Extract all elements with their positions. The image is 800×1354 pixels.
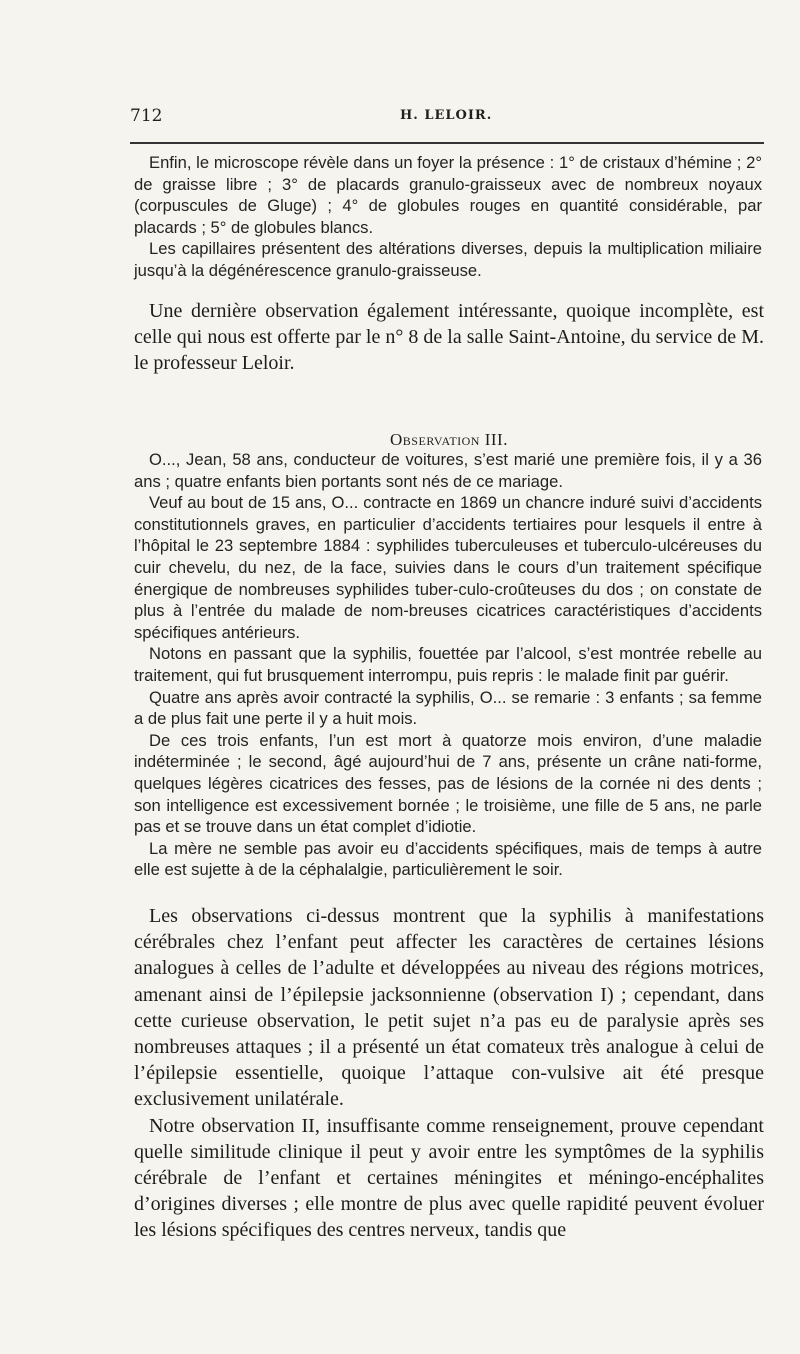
paragraph: Les capillaires présentent des altérations diverses, depuis la multiplication miliaire jusqu’à la dégénérescence granulo-graisseuse. <box>134 239 762 280</box>
paragraph: Quatre ans après avoir contracté la syphilis, O... se remarie : 3 enfants ; sa femme a de plus fait une perte il y a huit mois. <box>134 687 762 729</box>
paragraph: Notre observation II, insuffisante comme renseignement, prouve cependant quelle similitude clinique il peut y avoir entre les symptômes de la syphilis cérébrale de l’enfant et certaines méningites et méningo-encéphalites d’origines diverses ; elle montre de plus avec quelle rapidité peuvent évoluer les lésions spécifiques des centres nerveux, tandis que <box>134 1114 764 1242</box>
paragraph: Les observations ci-dessus montrent que la syphilis à manifestations cérébrales chez l’enfant peut affecter les caractères de certaines lésions analogues à celles de l’adulte et développées au niveau des régions motrices, amenant ainsi de l’épilepsie jacksonnienne (observation I) ; cependant, dans cette curieuse observation, le petit sujet n’a pas eu de paralysie après ses nombreuses attaques ; il a présenté un état comateux très analogue à celui de l’épilepsie essentielle, quoique l’attaque con-vulsive ait été presque exclusivement unilatérale. <box>134 905 764 1111</box>
page-number: 712 <box>130 106 163 126</box>
paragraph: De ces trois enfants, l’un est mort à quatorze mois environ, d’une maladie indéterminée ; le second, âgé aujourd’hui de 7 ans, présente un crâne nati-forme, quelques légères cicatrices des fesses, pas de lésions de la cornée ni des dents ; son intelligence est excessivement bornée ; le troisième, une fille de 5 ans, ne parle pas et se trouve dans un état complet d’idiotie. <box>134 730 762 837</box>
page-header <box>130 106 764 128</box>
paragraph: Notons en passant que la syphilis, fouettée par l’alcool, s’est montrée rebelle au traitement, qui fut brusquement interrompu, puis repris : le malade finit par guérir. <box>134 644 762 685</box>
paragraph: Veuf au bout de 15 ans, O... contracte en 1869 un chancre induré suivi d’accidents constitutionnels graves, en particulier d’accidents tertiaires pour lesquels il entre à l’hôpital le 23 septembre 1884 : syphilides tuberculeuses et tuberculo-ulcéreuses du cuir chevelu, du nez, de la face, suivies dans le cours d’un traitement spécifique énergique de nombreuses syphilides tuber-culo-croûteuses du dos ; on constate de plus à l’entrée du malade de nom-breuses cicatrices caractéristiques d’accidents spécifiques antérieurs. <box>134 493 762 642</box>
paragraph: O..., Jean, 58 ans, conducteur de voitures, s’est marié une première fois, il y a 36 ans ; quatre enfants bien portants sont nés de ce mariage. <box>134 450 762 491</box>
discussion-text <box>134 903 764 1244</box>
observation-case-text <box>134 449 762 881</box>
running-head: H. LELOIR. <box>400 108 493 123</box>
header-rule <box>130 142 764 144</box>
paragraph: Une dernière observation également intéressante, quoique incomplète, est celle qui nous est offerte par le n° 8 de la salle Saint-Antoine, du service de M. le professeur Leloir. <box>134 300 764 375</box>
paragraph: La mère ne semble pas avoir eu d’accidents spécifiques, mais de temps à autre elle est sujette à de la céphalalgie, particulièrement le soir. <box>134 838 762 880</box>
observation-heading: Observation III. <box>390 430 508 449</box>
intro-observation-text <box>134 298 764 377</box>
microscope-findings-text <box>134 152 762 282</box>
paragraph: Enfin, le microscope révèle dans un foyer la présence : 1° de cristaux d’hémine ; 2° de graisse libre ; 3° de placards granulo-graisseux avec de nombreux noyaux (corpuscules de Gluge) ; 4° de globules rouges en quantité considérable, par placards ; 5° de globules blancs. <box>134 153 762 237</box>
